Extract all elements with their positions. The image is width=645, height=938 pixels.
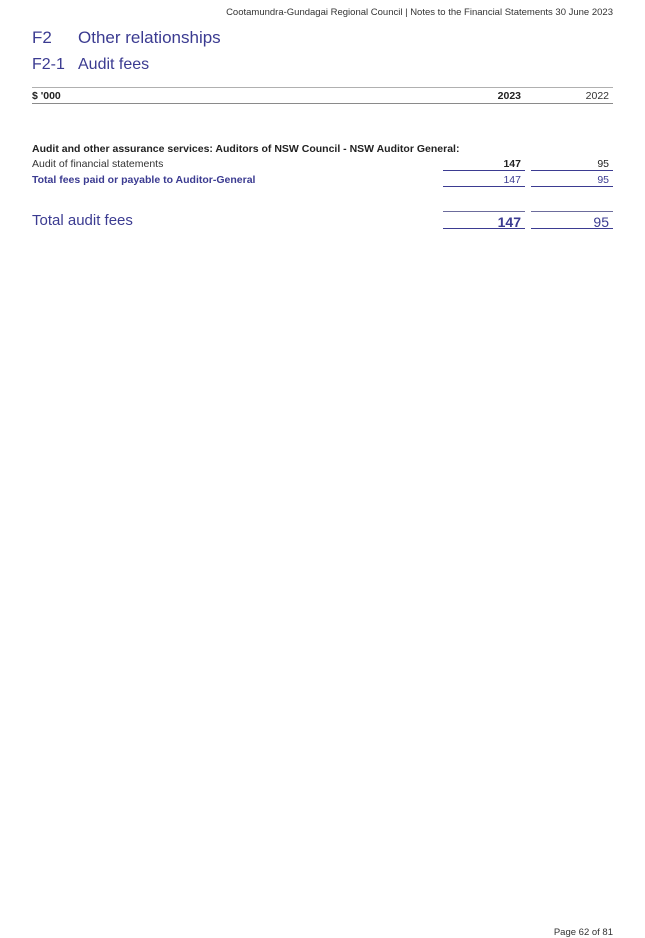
total-value-current: 147 bbox=[443, 211, 525, 229]
subsection-heading bbox=[32, 56, 149, 74]
row-value-prior: 95 bbox=[531, 174, 613, 187]
section-heading bbox=[32, 28, 221, 48]
table-row bbox=[32, 158, 613, 172]
row-value-current: 147 bbox=[443, 158, 525, 171]
year-current-header: 2023 bbox=[497, 90, 521, 102]
row-label: Audit of financial statements bbox=[32, 158, 164, 170]
row-value-current: 147 bbox=[443, 174, 525, 187]
total-label: Total audit fees bbox=[32, 212, 133, 229]
year-prior-header: 2022 bbox=[585, 90, 609, 102]
subsection-title: Audit fees bbox=[78, 56, 150, 73]
unit-label: $ '000 bbox=[32, 90, 61, 102]
total-value-prior: 95 bbox=[531, 211, 613, 229]
table-section-label: Audit and other assurance services: Auditors of NSW Council - NSW Auditor General: bbox=[32, 143, 460, 155]
running-header: Cootamundra-Gundagai Regional Council | Notes to the Financial Statements 30 June 2023 bbox=[226, 7, 613, 18]
section-code: F2 bbox=[32, 28, 52, 47]
subsection-code: F2-1 bbox=[32, 56, 65, 73]
section-title: Other relationships bbox=[78, 28, 221, 47]
table-total-row bbox=[32, 211, 613, 230]
row-value-prior: 95 bbox=[531, 158, 613, 171]
row-label: Total fees paid or payable to Auditor-General bbox=[32, 174, 256, 186]
table-row-subtotal bbox=[32, 174, 613, 188]
page-number: Page 62 of 81 bbox=[553, 927, 613, 938]
table-column-header bbox=[32, 87, 613, 104]
